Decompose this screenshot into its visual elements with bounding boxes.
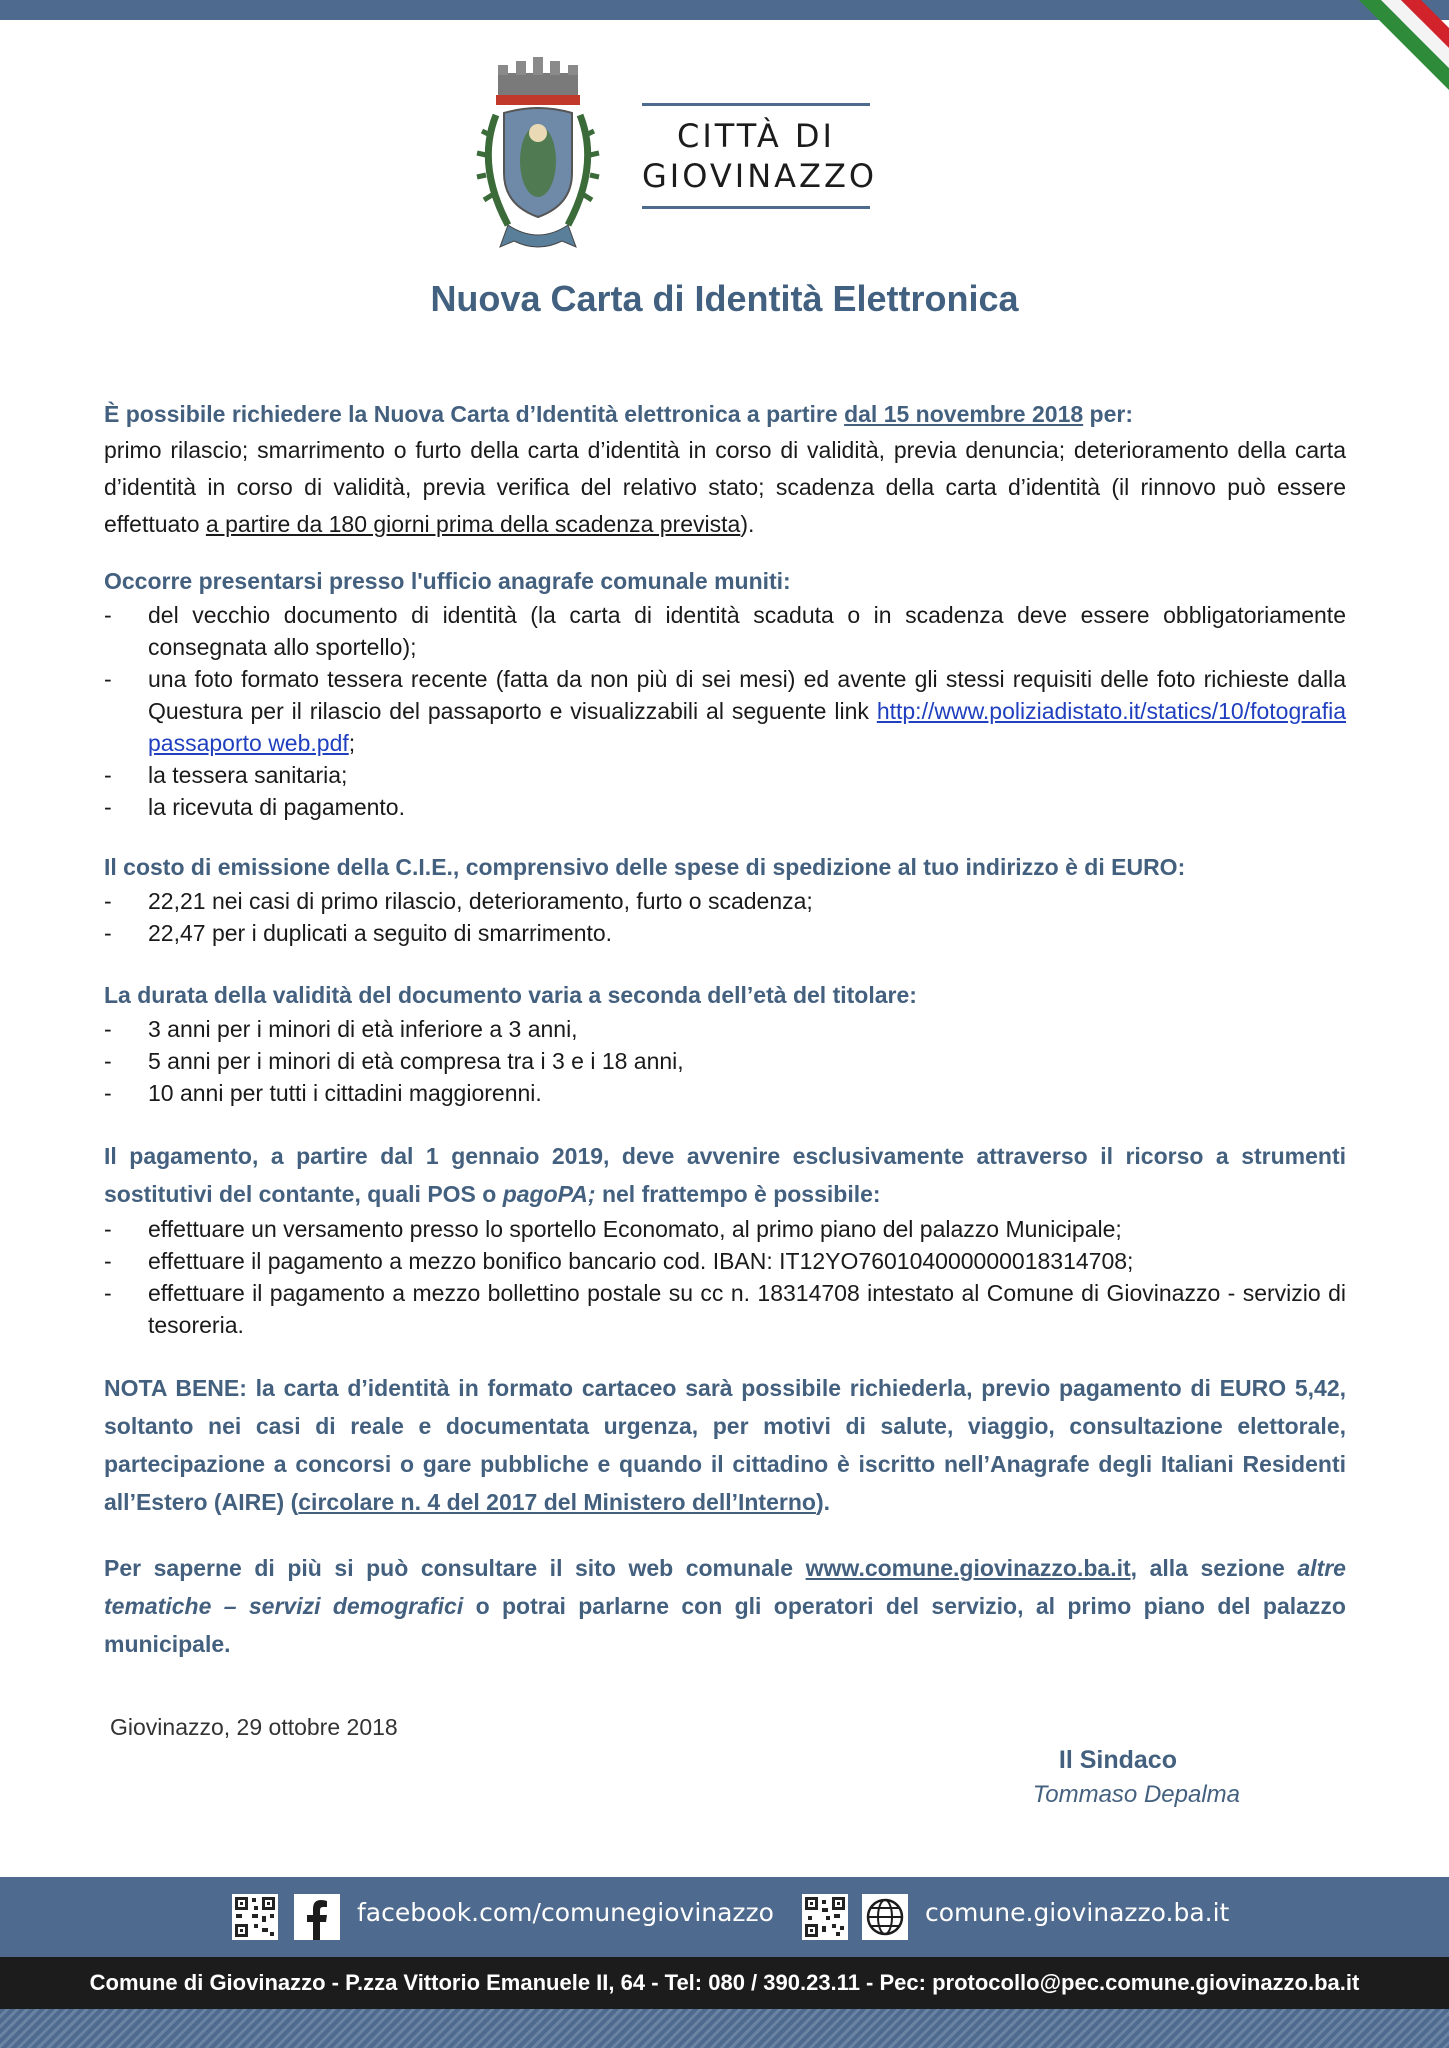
section-4-list — [104, 1013, 1346, 1109]
footer-website-text[interactable]: comune.giovinazzo.ba.it — [925, 1898, 1230, 1927]
s2-item-2-post: ; — [348, 730, 356, 756]
page-title: Nuova Carta di Identità Elettronica — [430, 278, 1019, 319]
qr-code-icon — [232, 1894, 278, 1940]
s2-item-4: la ricevuta di pagamento. — [148, 794, 405, 820]
coat-of-arms-icon — [468, 55, 608, 260]
s1-head-pre: È possibile richiedere la Nuova Carta d’Identità elettronica a partire — [104, 401, 845, 427]
list-item: - effettuare il pagamento a mezzo bonifico bancario cod. IBAN: IT12YO760104000000018314708; — [104, 1248, 1134, 1274]
s7-italic: altre tematiche – servizi demografici — [104, 1555, 1346, 1619]
top-rule — [642, 103, 870, 106]
city-name-block — [642, 103, 878, 215]
nota-bene-paragraph — [104, 1369, 1346, 1521]
signature-block — [940, 1746, 1240, 1809]
s2-item-2-pre: una foto formato tessera recente (fatta da non più di sei mesi) ed avente gli stessi requisiti delle foto richieste dalla Questura per il rilascio del passaporto e visualizzabili al seguente link — [148, 666, 1346, 724]
qr-code-icon — [802, 1894, 848, 1940]
list-item: - 3 anni per i minori di età inferiore a 3 anni, — [104, 1016, 578, 1042]
document-date: Giovinazzo, 29 ottobre 2018 — [110, 1714, 398, 1740]
list-item: - effettuare il pagamento a mezzo bollettino postale su cc n. 18314708 intestato al Comune di Giovinazzo - servizio di tesoreria. — [104, 1280, 1346, 1338]
s5-head-italic: pagoPA; — [502, 1181, 596, 1207]
section-2-heading: Occorre presentarsi presso l'ufficio anagrafe comunale muniti: — [104, 568, 791, 594]
document-body — [104, 396, 1346, 1663]
s7-pre: Per saperne di più si può consultare il sito web comunale — [104, 1555, 806, 1581]
list-item: - 5 anni per i minori di età compresa tra i 3 e i 18 anni, — [104, 1048, 684, 1074]
section-4-heading: La durata della validità del documento varia a seconda dell’età del titolare: — [104, 982, 917, 1008]
footer-pattern-strip — [0, 2009, 1449, 2048]
more-info-paragraph — [104, 1549, 1346, 1663]
city-line-1: CITTÀ DI — [677, 117, 835, 155]
s5-item-3: effettuare il pagamento a mezzo bollettino postale su cc n. 18314708 intestato al Comune di Giovinazzo - servizio di tesoreria. — [148, 1280, 1346, 1338]
s2-item-3: la tessera sanitaria; — [148, 762, 348, 788]
facebook-icon — [294, 1894, 340, 1940]
s1-body-post: ). — [740, 511, 755, 537]
section-1-heading — [104, 396, 1346, 432]
website-link[interactable]: www.comune.giovinazzo.ba.it — [805, 1555, 1131, 1581]
s1-body-underlined: a partire da 180 giorni prima della scadenza prevista — [205, 511, 741, 537]
s1-body-pre: primo rilascio; smarrimento o furto della carta d’identità in corso di validità, previa denuncia; deterioramento della carta d’identità in corso di validità, previa verifica del relativo stato; scadenza della carta d’identità (il rinnovo può essere effettuato — [104, 437, 1346, 537]
s5-item-2: effettuare il pagamento a mezzo bonifico bancario cod. IBAN: IT12YO760104000000018314708; — [148, 1248, 1134, 1274]
s7-mid: , alla sezione — [1130, 1555, 1298, 1581]
footer-address-bar: Comune di Giovinazzo - P.zza Vittorio Emanuele II, 64 - Tel: 080 / 390.23.11 - Pec: protocollo@pec.comune.giovinazzo.ba.it — [0, 1957, 1449, 2009]
section-3-list — [104, 885, 1346, 949]
city-line-2: GIOVINAZZO — [642, 157, 878, 195]
signature-role: Il Sindaco — [1058, 1746, 1177, 1774]
list-item: - 22,21 nei casi di primo rilascio, deterioramento, furto o scadenza; — [104, 888, 813, 914]
s6-pre: NOTA BENE: la carta d’identità in formato cartaceo sarà possibile richiederla, previo pagamento di EURO 5,42, soltanto nei casi di reale e documentata urgenza, per motivi di salute, viaggio, consultazione elettorale, partecipazione a concorsi o gare pubbliche e quando il cittadino è iscritto nell’Anagrafe degli Italiani Residenti all’Estero (AIRE) ( — [104, 1375, 1346, 1515]
s1-head-post: per: — [1083, 401, 1133, 427]
s5-item-1: effettuare un versamento presso lo sportello Economato, al primo piano del palazzo Municipale; — [148, 1216, 1122, 1242]
s5-head-post: nel frattempo è possibile: — [595, 1181, 881, 1207]
signature-name: Tommaso Depalma — [1032, 1781, 1240, 1808]
s2-item-1: del vecchio documento di identità (la carta di identità scaduta o in scadenza deve essere obbligatoriamente consegnata allo sportello); — [148, 602, 1346, 660]
s4-item-2: 5 anni per i minori di età compresa tra i 3 e i 18 anni, — [148, 1048, 684, 1074]
list-item: - 22,47 per i duplicati a seguito di smarrimento. — [104, 920, 613, 946]
list-item: - una foto formato tessera recente (fatta da non più di sei mesi) ed avente gli stessi requisiti delle foto richieste dalla Questura per il rilascio del passaporto e visualizzabili al seguente link http://www.poliziadistato.it/statics/10/fotografia passaporto web.pdf; — [104, 666, 1346, 756]
s6-underlined: circolare n. 4 del 2017 del Ministero dell’Interno — [298, 1489, 816, 1515]
list-item: - del vecchio documento di identità (la carta di identità scaduta o in scadenza deve essere obbligatoriamente consegnata allo sportello); — [104, 602, 1346, 660]
passport-photo-link[interactable]: http://www.poliziadistato.it/statics/10/fotografia passaporto web.pdf — [148, 698, 1346, 756]
section-5-list — [104, 1213, 1346, 1341]
s6-post: ). — [815, 1489, 830, 1515]
section-1-body — [104, 432, 1346, 543]
s3-item-1: 22,21 nei casi di primo rilascio, deterioramento, furto o scadenza; — [148, 888, 813, 914]
globe-icon — [862, 1894, 908, 1940]
s1-head-date: dal 15 novembre 2018 — [844, 401, 1084, 427]
top-color-bar — [0, 0, 1449, 20]
section-5-heading — [104, 1137, 1346, 1213]
header — [0, 55, 1449, 265]
list-item: - la tessera sanitaria; — [104, 762, 348, 788]
s4-item-1: 3 anni per i minori di età inferiore a 3 anni, — [148, 1016, 578, 1042]
list-item: - la ricevuta di pagamento. — [104, 794, 405, 820]
s3-item-2: 22,47 per i duplicati a seguito di smarrimento. — [148, 920, 613, 946]
section-3-heading: Il costo di emissione della C.I.E., comprensivo delle spese di spedizione al tuo indirizzo è di EURO: — [104, 854, 1186, 880]
list-item: - 10 anni per tutti i cittadini maggiorenni. — [104, 1080, 542, 1106]
section-2-list — [104, 599, 1346, 823]
s7-post: o potrai parlarne con gli operatori del servizio, al primo piano del palazzo municipale. — [104, 1593, 1346, 1657]
footer-facebook-text[interactable]: facebook.com/comunegiovinazzo — [357, 1898, 774, 1927]
footer-social-bar — [0, 1877, 1449, 1957]
list-item: - effettuare un versamento presso lo sportello Economato, al primo piano del palazzo Municipale; — [104, 1216, 1122, 1242]
s4-item-3: 10 anni per tutti i cittadini maggiorenni. — [148, 1080, 542, 1106]
s5-head-pre: Il pagamento, a partire dal 1 gennaio 2019, deve avvenire esclusivamente attraverso il ricorso a strumenti sostitutivi del contante, quali POS o — [104, 1143, 1346, 1207]
bottom-rule — [642, 206, 870, 209]
